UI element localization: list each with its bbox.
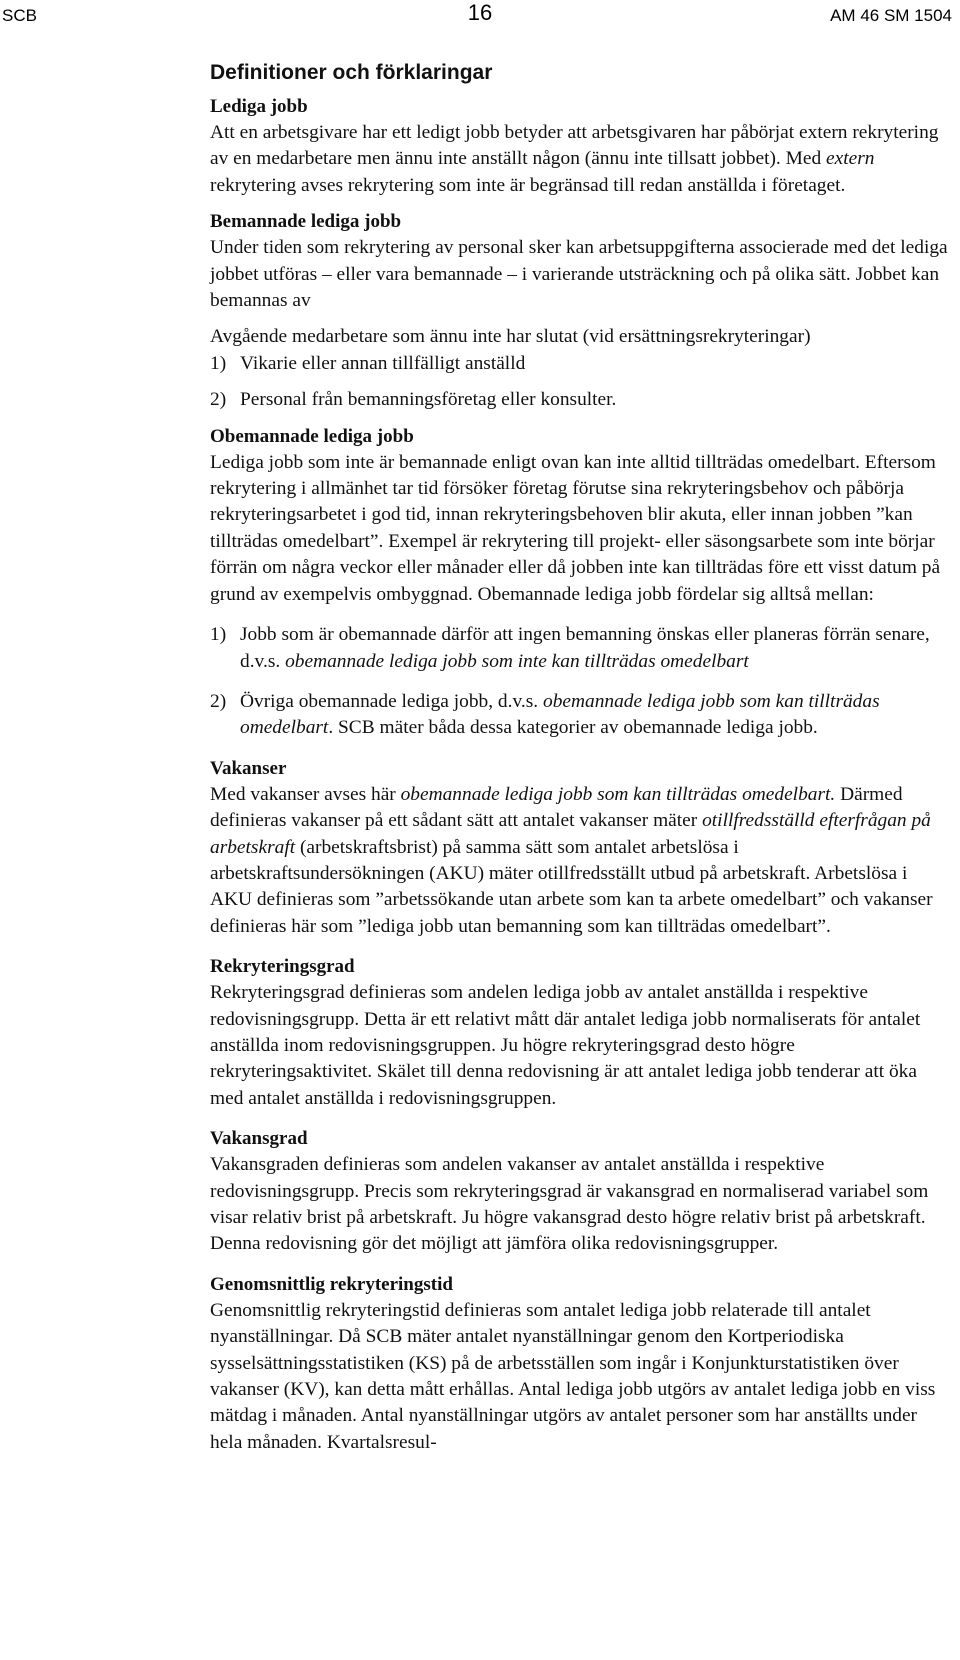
section-heading: Genomsnittlig rekryteringstid: [210, 1273, 453, 1295]
section-heading: Vakansgrad: [210, 1128, 308, 1150]
page-number: 16: [467, 0, 493, 25]
page-title: Definitioner och förklaringar: [210, 61, 493, 84]
section-obemannade-lediga-jobb: [210, 424, 950, 742]
section-bemannade-lediga-jobb: [210, 209, 950, 413]
section-heading: Vakanser: [210, 757, 287, 779]
section-paragraph: Att en arbetsgivare har ett ledigt jobb betyder att arbetsgivaren har påbörjat extern rekrytering av en medarbetare men ännu inte anställt någon (ännu inte tillsatt jobbet). Med extern rekrytering avses rekrytering som inte är begränsad till redan anställda i företaget.: [210, 122, 939, 196]
section-vakansgrad: [210, 1126, 950, 1258]
section-heading: Lediga jobb: [210, 96, 308, 117]
header-publisher: SCB: [2, 6, 37, 25]
list-item: 1) Jobb som är obemannade därför att ingen bemanning önskas eller planeras förrän senare, d.v.s. obemannade lediga jobb som inte kan tillträdas omedelbart: [210, 624, 930, 672]
section-heading: Bemannade lediga jobb: [210, 211, 402, 233]
section-paragraph: Med vakanser avses här obemannade lediga jobb som kan tillträdas omedelbart. Därmed definieras vakanser på ett sådant sätt att antalet vakanser mäter otillfredsställd efterfrågan på arbetskraft (arbetskraftsbrist) på samma sätt som antalet arbetslösa i arbetskraftsundersökningen (AKU) mäter otillfredsställt utbud på arbetskraft. Arbetslösa i AKU definieras som ”arbetssökande utan arbete som kan ta arbete omedelbart” och vakanser definieras här som ”lediga jobb utan bemanning som kan tillträdas omedelbart”.: [210, 783, 933, 937]
section-heading: Obemannade lediga jobb: [210, 425, 414, 447]
section-paragraph: Under tiden som rekrytering av personal sker kan arbetsuppgifterna associerade med det lediga jobbet utföras – eller vara bemannade – i varierande utsträckning och på olika sätt. Jobbet kan bemannas av: [210, 237, 948, 312]
list-item: 2) Övriga obemannade lediga jobb, d.v.s. obemannade lediga jobb som kan tillträdas omedelbart. SCB mäter båda dessa kategorier av obemannade lediga jobb.: [210, 690, 880, 739]
section-paragraph: Genomsnittlig rekryteringstid definieras som antalet lediga jobb relaterade till antalet nyanställningar. Då SCB mäter antalet nyanställningar genom den Kortperiodiska sysselsättningsstatistiken (KS) på de arbetsställen som ingår i Konjunkturstatistiken över vakanser (KV), kan detta mått erhållas. Antal lediga jobb utgörs av antalet lediga jobb en viss mätdag i månaden. Antal nyanställningar utgörs av antalet personer som har anställts under hela månaden. Kvartalsresul-: [210, 1299, 936, 1453]
section-heading: Rekryteringsgrad: [210, 956, 355, 978]
list-item: 1) Vikarie eller annan tillfälligt anställd: [210, 352, 526, 374]
section-rekryteringsgrad: [210, 954, 950, 1112]
page-header: [0, 0, 960, 30]
section-paragraph: Vakansgraden definieras som andelen vakanser av antalet anställda i respektive redovisningsgrupp. Precis som rekryteringsgrad är vakansgrad en normaliserad variabel som visar relativ brist på arbetskraft. Ju högre vakansgrad desto högre relativ brist på arbetskraft. Denna redovisning gör det möjligt att jämföra olika redovisningsgrupper.: [210, 1154, 929, 1255]
section-paragraph: Lediga jobb som inte är bemannade enligt ovan kan inte alltid tillträdas omedelbart. Eftersom rekrytering i allmänhet tar tid försöker företag förutse sina rekryteringsbehov och påbörja rekryteringsarbetet i god tid, innan rekryteringsbehoven blir akuta, eller innan jobben ”kan tillträdas omedelbart”. Exempel är rekrytering till projekt- eller säsongsarbete som inte börjar förrän om några veckor eller månader eller då jobben inte kan tillträdas före ett visst datum på grund av exempelvis ombyggnad. Obemannade lediga jobb fördelar sig alltså mellan:: [210, 451, 941, 605]
section-lediga-jobb: [210, 94, 950, 199]
section-genomsnittlig-rekryteringstid: [210, 1272, 950, 1456]
section-line: Avgående medarbetare som ännu inte har slutat (vid ersättningsrekryteringar): [210, 326, 811, 348]
section-paragraph: Rekryteringsgrad definieras som andelen lediga jobb av antalet anställda i respektive redovisningsgrupp. Detta är ett relativt mått där antalet lediga jobb normaliserats för antalet anställda inom redovisningsgruppen. Ju högre rekryteringsgrad desto högre rekryteringsaktivitet. Skälet till denna redovisning är att antalet lediga jobb tenderar att öka med antalet anställda i redovisningsgruppen.: [210, 982, 921, 1109]
list-item: 2) Personal från bemanningsföretag eller konsulter.: [210, 389, 617, 411]
section-vakanser: [210, 756, 950, 940]
header-report-id: AM 46 SM 1504: [830, 6, 952, 25]
document-body: [210, 60, 950, 1456]
